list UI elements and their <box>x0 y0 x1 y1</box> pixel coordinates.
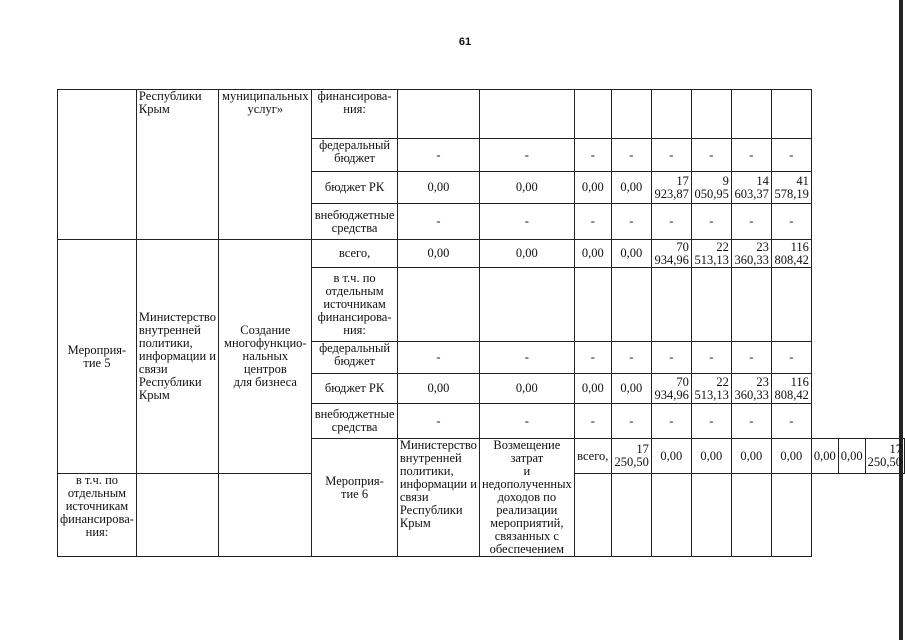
value-text: 22 513,13 <box>694 239 729 267</box>
value-cell <box>771 90 811 139</box>
value-cell <box>731 374 771 404</box>
value-cell <box>479 90 574 139</box>
budget-table <box>57 89 905 557</box>
value-cell: - <box>691 404 731 439</box>
value-text: 23 360,33 <box>734 374 769 402</box>
value-cell <box>691 268 731 342</box>
executor-cell <box>136 90 218 240</box>
source-text: внебюджетные средства <box>314 207 395 235</box>
value-cell <box>479 268 574 342</box>
value-text: 116 808,42 <box>774 239 809 267</box>
value-cell: - <box>651 342 691 374</box>
value-cell <box>611 90 651 139</box>
value-cell: 0,00 <box>397 172 479 204</box>
value-cell: - <box>611 204 651 240</box>
value-cell: - <box>691 342 731 374</box>
value-cell: - <box>574 342 611 374</box>
value-cell: 0,00 <box>574 172 611 204</box>
value-cell: - <box>731 204 771 240</box>
value-cell <box>731 474 771 557</box>
value-cell <box>574 90 611 139</box>
source-text: финансирова- ния: <box>317 89 392 116</box>
activity-name-text: Создание многофункцио- нальных центров для бизнеса <box>224 323 307 390</box>
value-cell <box>574 268 611 342</box>
value-cell <box>865 439 904 474</box>
value-cell: - <box>731 139 771 172</box>
table-row <box>58 240 905 268</box>
value-cell <box>691 474 731 557</box>
value-cell <box>731 268 771 342</box>
activity-name-text: муниципальных услуг» <box>222 89 309 116</box>
value-text: 17 923,87 <box>654 173 689 201</box>
value-cell <box>691 90 731 139</box>
value-cell: - <box>691 139 731 172</box>
activity-label-cell <box>58 240 137 474</box>
value-cell <box>731 90 771 139</box>
value-cell <box>771 268 811 342</box>
value-cell <box>651 90 691 139</box>
value-cell <box>611 439 651 474</box>
activity-label: Мероприя- тие 6 <box>325 473 384 501</box>
page-number: 61 <box>458 36 472 48</box>
value-cell: - <box>479 204 574 240</box>
value-text: 17 250,50 <box>614 442 649 470</box>
value-cell: - <box>479 342 574 374</box>
value-text: 116 808,42 <box>774 374 809 402</box>
value-cell <box>611 474 651 557</box>
source-text: внебюджетные средства <box>314 407 395 434</box>
value-cell <box>771 474 811 557</box>
source-text: федеральный бюджет <box>319 341 391 368</box>
source-cell: бюджет РК <box>312 374 398 404</box>
value-cell: 0,00 <box>574 374 611 404</box>
value-cell: 0,00 <box>611 240 651 268</box>
value-cell <box>136 474 218 557</box>
value-text: 70 934,96 <box>654 239 689 267</box>
value-cell: - <box>611 342 651 374</box>
source-cell <box>312 268 398 342</box>
value-cell: - <box>479 404 574 439</box>
value-text: 70 934,96 <box>654 374 689 402</box>
value-cell: - <box>771 404 811 439</box>
executor-cell <box>136 240 218 474</box>
value-cell: - <box>691 204 731 240</box>
activity-name-text: Возмещение затрат и недополученных доходов по реализации мероприятий, связанных с обеспечением <box>481 438 572 556</box>
value-cell: - <box>397 342 479 374</box>
value-cell: - <box>479 139 574 172</box>
source-cell <box>58 474 137 557</box>
value-cell: 0,00 <box>771 439 811 474</box>
value-cell: - <box>574 204 611 240</box>
activity-label: Мероприя- тие 5 <box>67 342 127 370</box>
source-cell <box>312 139 398 172</box>
value-cell: 0,00 <box>479 240 574 268</box>
value-cell <box>574 474 611 557</box>
value-cell: - <box>651 404 691 439</box>
value-cell: 0,00 <box>691 439 731 474</box>
value-cell: - <box>651 204 691 240</box>
activity-name-cell <box>219 240 312 474</box>
value-cell <box>771 172 811 204</box>
value-cell: 0,00 <box>479 172 574 204</box>
activity-label-cell <box>312 439 398 557</box>
value-cell: - <box>397 139 479 172</box>
value-cell <box>691 240 731 268</box>
executor-text: Министерство внутренней политики, информации и связи Республики Крым <box>399 438 477 530</box>
source-text: в т.ч. по отдельным источникам финансирова- ния: <box>317 271 392 337</box>
value-cell <box>691 172 731 204</box>
value-cell: 0,00 <box>838 439 865 474</box>
value-cell <box>731 240 771 268</box>
value-cell: 0,00 <box>811 439 838 474</box>
activity-name-cell <box>219 90 312 240</box>
value-cell <box>731 172 771 204</box>
value-cell <box>651 240 691 268</box>
value-cell: 0,00 <box>574 240 611 268</box>
value-text: 9 050,95 <box>694 173 729 201</box>
value-cell: - <box>611 139 651 172</box>
executor-cell <box>397 439 479 557</box>
value-cell: 0,00 <box>397 374 479 404</box>
source-cell: бюджет РК <box>312 172 398 204</box>
source-text: федеральный бюджет <box>319 138 391 165</box>
value-text: 17 250,50 <box>867 442 902 470</box>
source-cell <box>312 342 398 374</box>
value-cell <box>219 474 312 557</box>
executor-text: Республики Крым <box>138 89 202 116</box>
value-cell: 0,00 <box>479 374 574 404</box>
value-text: 23 360,33 <box>734 239 769 267</box>
value-cell <box>771 240 811 268</box>
source-cell: всего, <box>312 240 398 268</box>
value-cell: 0,00 <box>611 172 651 204</box>
value-cell: - <box>731 404 771 439</box>
value-cell: - <box>771 139 811 172</box>
value-cell <box>651 268 691 342</box>
value-cell <box>611 268 651 342</box>
source-cell <box>312 204 398 240</box>
value-cell: 0,00 <box>651 439 691 474</box>
source-cell: всего, <box>574 439 611 474</box>
value-text: 22 513,13 <box>694 374 729 402</box>
value-text: 41 578,19 <box>774 173 809 201</box>
source-cell <box>312 404 398 439</box>
value-cell <box>397 90 479 139</box>
value-cell <box>771 374 811 404</box>
source-cell <box>312 90 398 139</box>
value-cell: - <box>574 404 611 439</box>
source-text: в т.ч. по отдельным источникам финансирова- ния: <box>60 473 134 540</box>
value-cell: - <box>731 342 771 374</box>
value-cell: - <box>771 204 811 240</box>
value-cell <box>651 374 691 404</box>
value-cell: - <box>611 404 651 439</box>
value-cell <box>651 474 691 557</box>
value-cell <box>691 374 731 404</box>
activity-cell <box>58 90 137 240</box>
value-text: 14 603,37 <box>734 173 769 201</box>
executor-text: Министерство внутренней политики, информации и связи Республики Крым <box>138 310 216 403</box>
value-cell: 0,00 <box>397 240 479 268</box>
value-cell <box>397 268 479 342</box>
value-cell <box>651 172 691 204</box>
table-row <box>58 90 905 139</box>
value-cell: - <box>397 204 479 240</box>
value-cell: 0,00 <box>611 374 651 404</box>
value-cell: - <box>574 139 611 172</box>
value-cell: - <box>771 342 811 374</box>
activity-name-cell <box>479 439 574 557</box>
value-cell: 0,00 <box>731 439 771 474</box>
value-cell: - <box>651 139 691 172</box>
value-cell: - <box>397 404 479 439</box>
